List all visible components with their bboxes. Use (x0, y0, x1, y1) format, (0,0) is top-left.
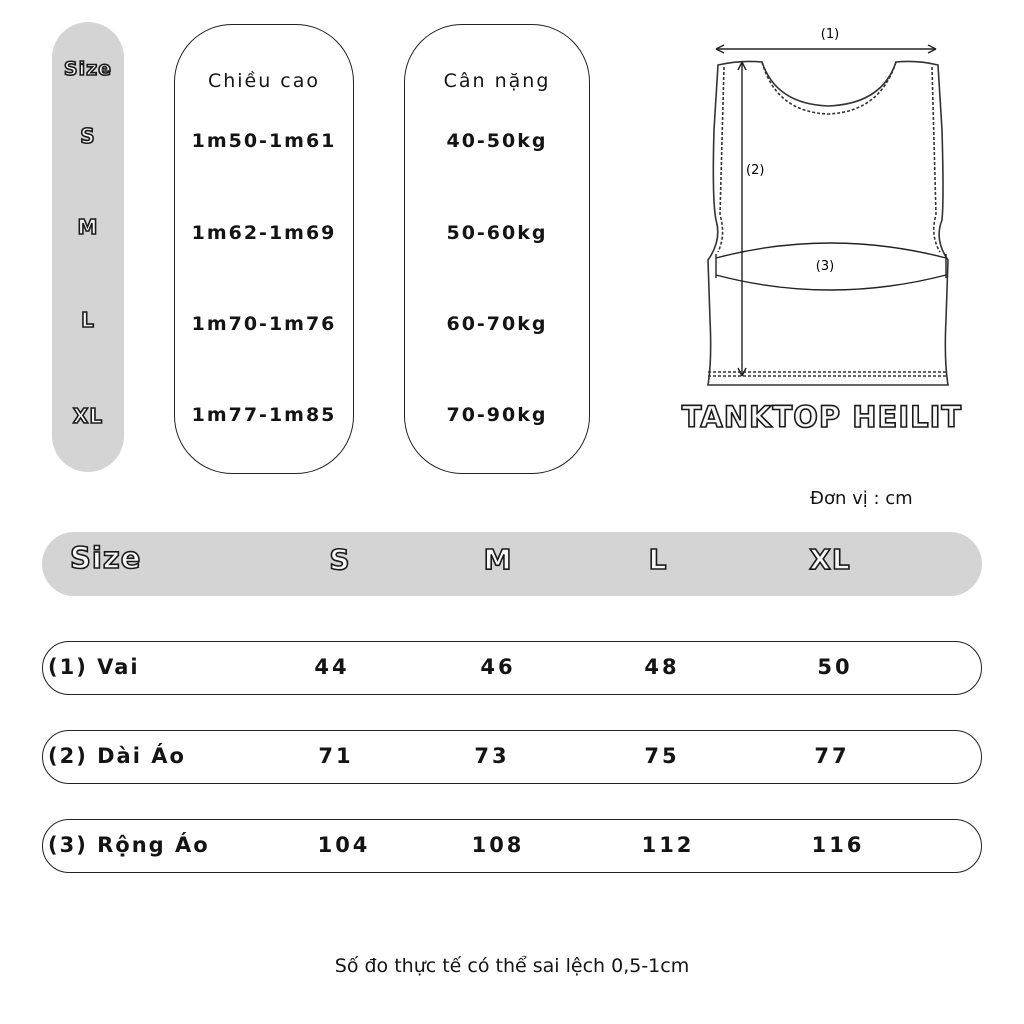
unit-label: Đơn vị : cm (810, 488, 913, 509)
row-label-length: (2) Dài Áo (48, 744, 186, 768)
size-label-xl: XL (72, 404, 104, 428)
label-1: (1) (820, 27, 840, 42)
width-value-l: 112 (641, 833, 695, 857)
label-3: (3) (815, 259, 835, 274)
label-2: (2) (746, 163, 765, 178)
shoulder-arrow (716, 45, 936, 53)
width-value-s: 104 (317, 833, 371, 857)
tanktop-diagram (690, 20, 960, 400)
product-name: TANKTOP HEILIT (681, 400, 963, 434)
row-label-shoulder: (1) Vai (48, 655, 140, 679)
size-label-l: L (81, 308, 95, 332)
height-header: Chiều cao (207, 70, 321, 92)
footnote: Số đo thực tế có thể sai lệch 0,5-1cm (334, 955, 690, 977)
length-value-s: 71 (318, 744, 354, 768)
size-header-label: Size (70, 541, 142, 575)
width-value-xl: 116 (811, 833, 865, 857)
length-arrow (738, 62, 746, 376)
size-label-s: S (80, 124, 96, 148)
header-size-l: L (648, 543, 668, 576)
size-column-header: Size (63, 58, 113, 80)
weight-value-m: 50-60kg (446, 222, 548, 244)
tanktop-outline (708, 61, 948, 385)
height-value-l: 1m70-1m76 (191, 313, 337, 335)
weight-header: Cân nặng (443, 70, 551, 92)
shoulder-value-l: 48 (644, 655, 680, 679)
size-label-m: M (77, 215, 99, 239)
weight-value-l: 60-70kg (446, 313, 548, 335)
header-size-s: S (329, 543, 351, 576)
height-value-xl: 1m77-1m85 (191, 404, 337, 426)
length-value-m: 73 (474, 744, 510, 768)
header-size-m: M (483, 543, 513, 576)
header-size-xl: XL (809, 543, 851, 576)
height-value-m: 1m62-1m69 (191, 222, 337, 244)
shoulder-value-xl: 50 (817, 655, 853, 679)
weight-value-xl: 70-90kg (446, 404, 548, 426)
shoulder-value-s: 44 (314, 655, 350, 679)
row-label-width: (3) Rộng Áo (48, 833, 210, 857)
height-value-s: 1m50-1m61 (191, 130, 337, 152)
length-value-xl: 77 (814, 744, 850, 768)
shoulder-value-m: 46 (480, 655, 516, 679)
length-value-l: 75 (644, 744, 680, 768)
width-value-m: 108 (471, 833, 525, 857)
weight-value-s: 40-50kg (446, 130, 548, 152)
